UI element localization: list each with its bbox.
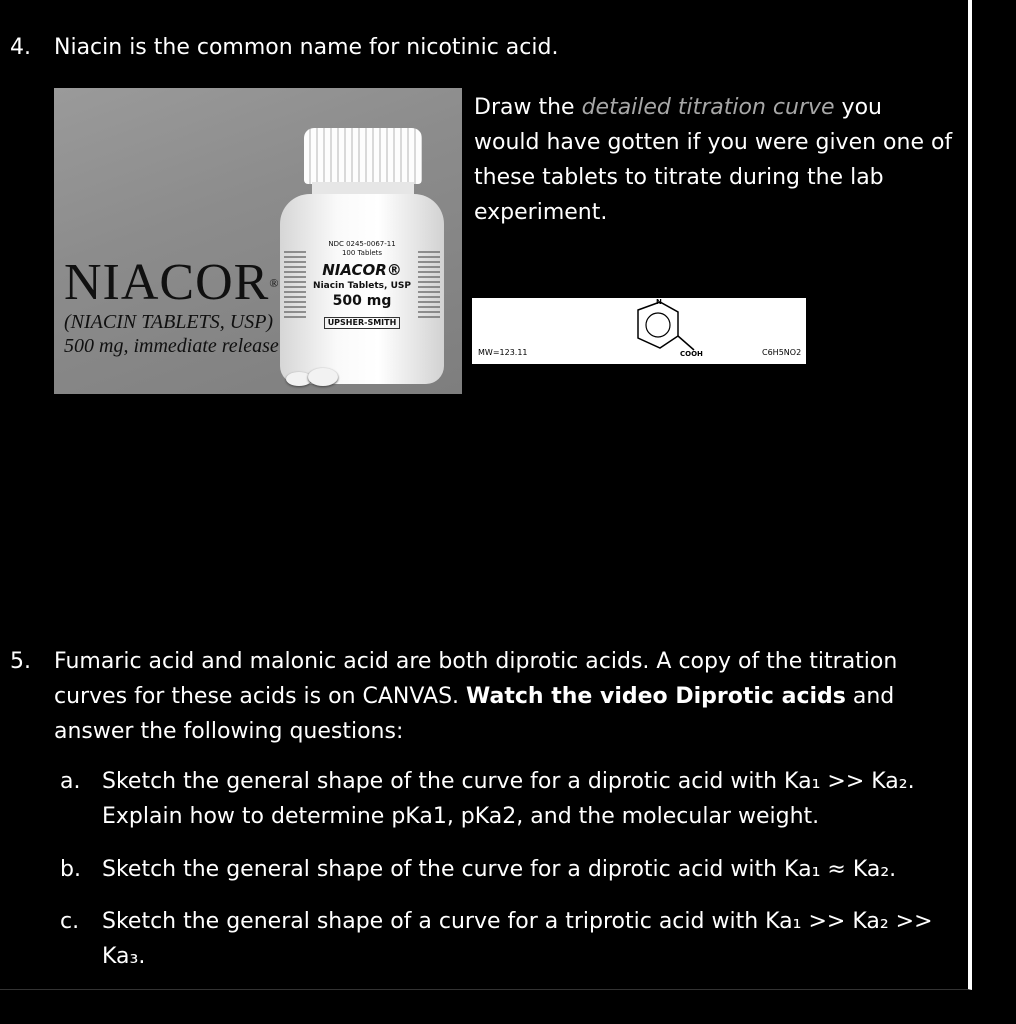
pill-bottle bbox=[280, 128, 444, 390]
bottle-cap bbox=[304, 128, 422, 184]
question-4-number: 4. bbox=[10, 35, 31, 60]
tablet-2 bbox=[308, 368, 338, 386]
question-4-heading bbox=[10, 30, 558, 65]
sub-question-a-letter: a. bbox=[60, 769, 81, 794]
ring-nitrogen-label: N bbox=[656, 298, 662, 306]
question-4-title: Niacin is the common name for nicotinic acid. bbox=[54, 35, 559, 60]
question-5-intro bbox=[54, 644, 954, 749]
niacin-structure bbox=[472, 298, 806, 364]
question-5-number: 5. bbox=[10, 649, 31, 674]
molecular-weight: MW=123.11 bbox=[478, 348, 528, 357]
question-4-prompt bbox=[474, 90, 954, 230]
brand-subtitle-2: 500 mg, immediate release bbox=[64, 335, 279, 357]
bottle-tablets: Niacin Tablets, USP bbox=[313, 281, 411, 291]
prompt-after: you would have gotten if you were given one of these tablets to titrate during the lab experiment. bbox=[474, 95, 953, 225]
bottle-label bbox=[288, 240, 436, 330]
sub-question-b-text: Sketch the general shape of the curve for a diprotic acid with Ka₁ ≈ Ka₂. bbox=[102, 857, 897, 882]
brand-subtitle-1: (NIACIN TABLETS, USP) bbox=[64, 311, 274, 333]
brand-name: NIACOR bbox=[64, 254, 270, 311]
brand-text bbox=[64, 256, 279, 358]
intro-after: and answer the following questions: bbox=[54, 684, 895, 744]
intro-before: Fumaric acid and malonic acid are both diprotic acids. A copy of the titration curves for these acids is on CANVAS. bbox=[54, 649, 898, 709]
carboxyl-group: COOH bbox=[680, 350, 703, 358]
sub-question-c-text: Sketch the general shape of a curve for a triprotic acid with Ka₁ >> Ka₂ >> Ka₃. bbox=[102, 909, 933, 969]
niacor-photo bbox=[54, 88, 462, 394]
bottle-dose: 500 mg bbox=[332, 293, 392, 309]
bottle-ndc: NDC 0245-0067-11 bbox=[328, 240, 396, 248]
brand-reg-mark: ® bbox=[269, 276, 280, 290]
bottle-maker: UPSHER-SMITH bbox=[324, 317, 401, 329]
bottle-name: NIACOR® bbox=[322, 261, 402, 279]
sub-question-b-letter: b. bbox=[60, 857, 81, 882]
sub-question-c-letter: c. bbox=[60, 909, 80, 934]
molecular-formula: C6H5NO2 bbox=[762, 348, 802, 357]
prompt-before: Draw the bbox=[474, 95, 582, 120]
sub-question-a-text: Sketch the general shape of the curve for a diprotic acid with Ka₁ >> Ka₂. Explain how to determine pKa1, pKa2, and the molecular weight. bbox=[102, 769, 915, 829]
prompt-emphasis: detailed titration curve bbox=[581, 95, 835, 120]
intro-bold: Watch the video Diprotic acids bbox=[466, 684, 846, 709]
bottle-count: 100 Tablets bbox=[341, 249, 383, 257]
